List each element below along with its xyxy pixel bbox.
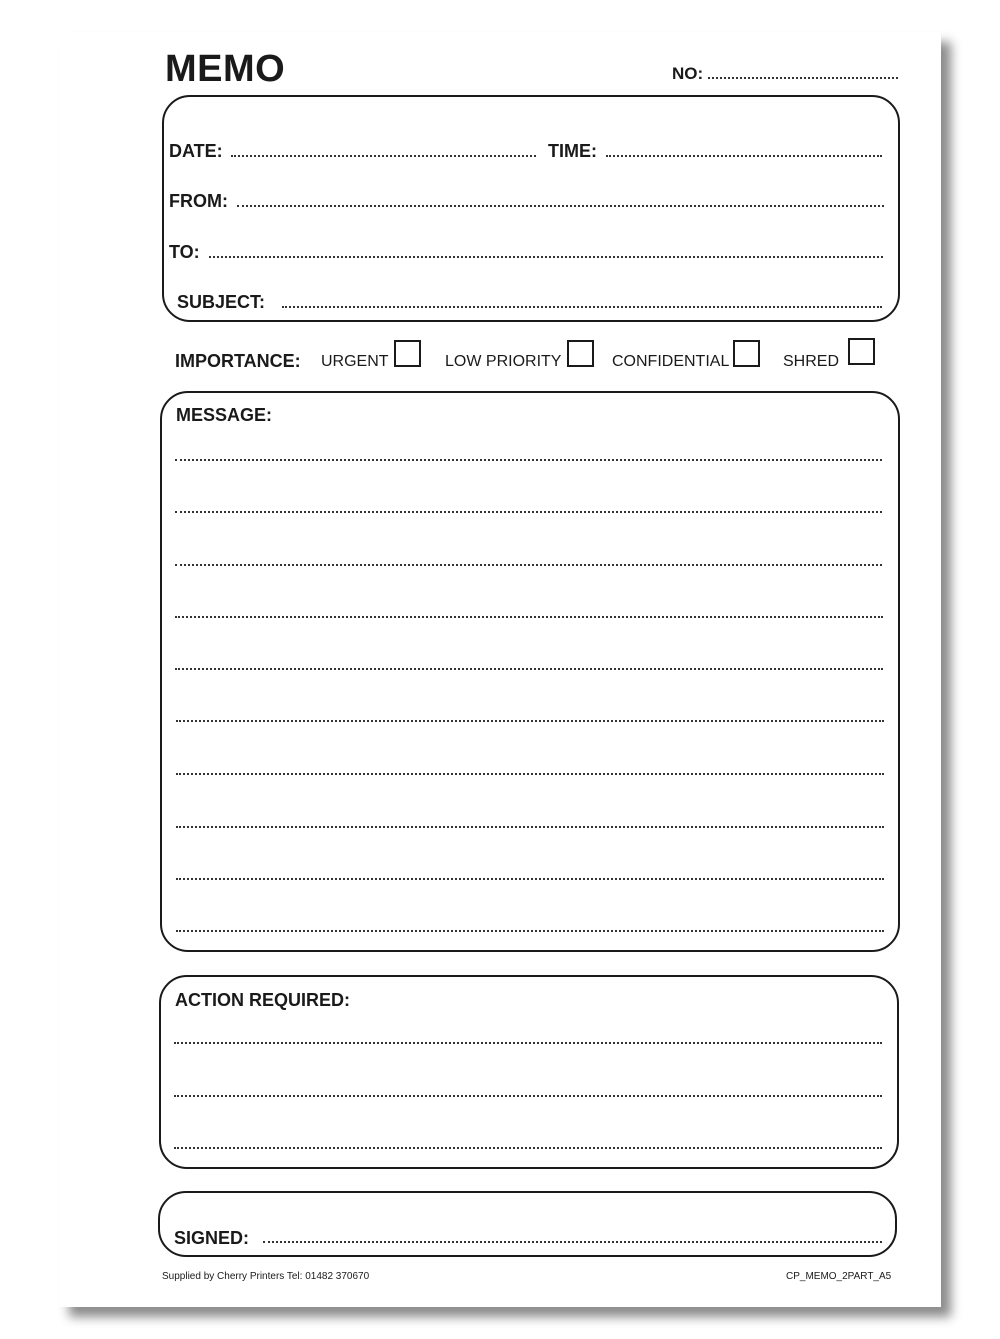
- supplier-text: Supplied by Cherry Printers Tel: 01482 370670: [162, 1271, 370, 1282]
- signed-field[interactable]: [263, 1241, 882, 1243]
- subject-label: SUBJECT:: [177, 292, 266, 312]
- confidential-checkbox[interactable]: [733, 340, 760, 367]
- low-priority-checkbox[interactable]: [567, 340, 594, 367]
- message-line[interactable]: [176, 773, 884, 775]
- from-field[interactable]: [237, 205, 884, 207]
- time-label: TIME:: [548, 141, 597, 161]
- message-line[interactable]: [176, 826, 884, 828]
- shred-checkbox[interactable]: [848, 338, 875, 365]
- signed-label: SIGNED:: [174, 1228, 250, 1248]
- importance-low-priority-label: LOW PRIORITY: [445, 353, 562, 370]
- action-required-label: ACTION REQUIRED:: [175, 990, 350, 1010]
- importance-label: IMPORTANCE:: [175, 351, 301, 371]
- memo-title: MEMO: [165, 48, 286, 90]
- to-label: TO:: [169, 242, 200, 262]
- to-field[interactable]: [209, 256, 883, 258]
- subject-field[interactable]: [282, 306, 882, 308]
- date-field[interactable]: [231, 155, 536, 157]
- message-line[interactable]: [175, 564, 882, 566]
- message-line[interactable]: [175, 668, 883, 670]
- message-line[interactable]: [176, 720, 884, 722]
- no-field[interactable]: [708, 77, 898, 79]
- action-line[interactable]: [174, 1095, 882, 1097]
- date-label: DATE:: [169, 141, 223, 161]
- message-line[interactable]: [176, 930, 884, 932]
- message-line[interactable]: [175, 459, 882, 461]
- message-line[interactable]: [175, 511, 882, 513]
- urgent-checkbox[interactable]: [394, 340, 421, 367]
- form-code: CP_MEMO_2PART_A5: [786, 1271, 892, 1282]
- from-label: FROM:: [169, 191, 228, 211]
- importance-shred-label: SHRED: [783, 353, 840, 370]
- header-box: [162, 95, 900, 322]
- message-box: [160, 391, 900, 952]
- message-line[interactable]: [176, 878, 884, 880]
- message-label: MESSAGE:: [176, 405, 273, 425]
- action-line[interactable]: [174, 1042, 882, 1044]
- importance-urgent-label: URGENT: [321, 353, 389, 370]
- no-label: NO:: [672, 64, 704, 83]
- action-line[interactable]: [174, 1147, 882, 1149]
- importance-confidential-label: CONFIDENTIAL: [612, 353, 730, 370]
- message-line[interactable]: [175, 616, 883, 618]
- time-field[interactable]: [606, 155, 882, 157]
- signed-box: [158, 1191, 897, 1257]
